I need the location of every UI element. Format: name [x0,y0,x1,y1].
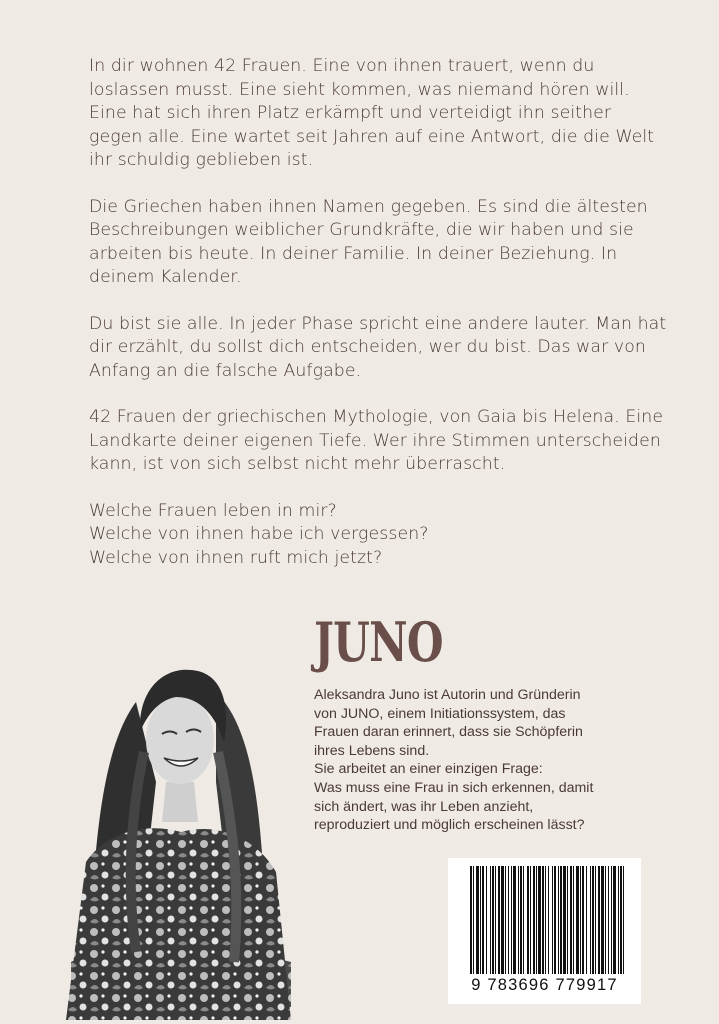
barcode-bar [563,866,566,974]
blurb-paragraph: 42 Frauen der griechischen Mythologie, von Gaia bis Helena. Eine Landkarte deiner eigenen Tiefe. Wer ihre Stimmen unterscheiden kann, ist von sich selbst nicht mehr überrascht. [89,407,664,474]
isbn-number: 9 783696 779917 [471,976,618,994]
barcode-bar [611,866,612,974]
bio-line: reproduziert und möglich erscheinen lässt? [314,817,585,834]
barcode-bar [518,866,519,974]
barcode-bar [558,866,559,974]
barcode-bar [548,866,549,974]
barcode-bar [523,866,524,974]
barcode-bar [482,866,484,974]
back-cover-blurb [89,55,669,593]
barcode-bar [586,866,587,974]
barcode-bar [508,866,509,974]
author-photo [66,662,296,1020]
barcode-bar [576,866,579,974]
barcode-bar [536,866,537,974]
question-line: Welche von ihnen ruft mich jetzt? [89,547,383,568]
barcode-bar [538,866,541,974]
bio-line: sich ändert, was ihr Leben anzieht, [314,798,534,815]
barcode-bar [582,866,584,974]
barcode-bar [598,866,600,974]
closing-questions [89,500,669,571]
barcode-bar [570,866,572,974]
barcode-bar [580,866,581,974]
question-line: Welche von ihnen habe ich vergessen? [89,524,429,544]
barcode-bar [480,866,481,974]
barcode-bar [470,866,472,974]
barcode-bar [490,866,491,974]
author-bio [314,686,649,835]
barcode-bar [567,866,568,974]
barcode-bar [554,866,556,974]
bio-line: von JUNO, einem Initiationssystem, das [314,705,566,722]
blurb-paragraph: Du bist sie alle. In jeder Phase spricht eine andere lauter. Man hat dir erzählt, du sollst dich entscheiden, wer du bist. Das war von Anfang an die falsche Aufgabe. [89,313,667,381]
barcode-bar [623,866,624,974]
barcode-bar [511,866,512,974]
barcode-bar [613,866,616,974]
barcode-bar [520,866,522,974]
blurb-paragraph: In dir wohnen 42 Frauen. Eine von ihnen trauert, wenn du loslassen musst. Eine sieht kommen, was niemand hören will. Eine hat sich ihren Platz erkämpft und verteidigt ihn seither gegen alle. Eine wartet seit Jahren auf eine Antwort, die die Welt ihr schuldig geblieben ist. [89,56,655,170]
barcode-bar [573,866,574,974]
barcode-bar [620,866,622,974]
barcode-bar [530,866,531,974]
bio-line: Sie arbeitet an einer einzigen Frage: [314,761,543,778]
barcode-bar [542,866,544,974]
barcode-bar [473,866,474,974]
bio-line: Aleksandra Juno ist Autorin und Gründerin [314,687,581,703]
barcode-bar [501,866,504,974]
barcode-bar [498,866,500,974]
barcode-bar [618,866,619,974]
barcode-bar [592,866,594,974]
barcode-bar [605,866,606,974]
juno-logo: JUNO [314,610,443,674]
bio-line: Frauen daran erinnert, dass sie Schöpferin [314,724,583,741]
barcode-bar [545,866,546,974]
barcode-bar [492,866,494,974]
question-line: Welche Frauen leben in mir? [89,500,337,521]
barcode-bar [505,866,506,974]
blurb-paragraph: Die Griechen haben ihnen Namen gegeben. Es sind die ältesten Beschreibungen weiblicher Grundkräfte, die wir haben und sie arbeiten bis heute. In deiner Familie. In deiner Beziehung. In deinem Kalender. [89,196,648,287]
barcode-bar [495,866,496,974]
barcode-bar [486,866,487,974]
barcode-bar [601,866,604,974]
bio-line: Was muss eine Frau in sich erkennen, damit [314,779,594,796]
barcode-bar [595,866,596,974]
barcode-bar [590,866,591,974]
isbn-barcode [448,858,641,1004]
barcode-bar [476,866,479,974]
bio-line: ihres Lebens sind. [314,742,430,759]
barcode-bar [552,866,553,974]
barcode-bar [513,866,516,974]
barcode-bar [527,866,529,974]
barcode-bar [560,866,562,974]
barcode-bar [608,866,609,974]
barcode-bar [533,866,535,974]
